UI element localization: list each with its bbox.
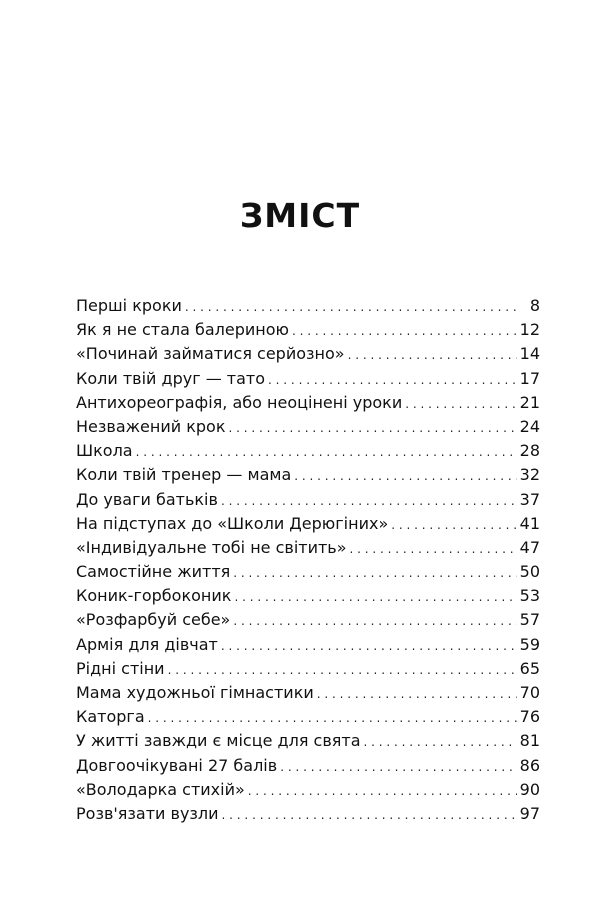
toc-entry-title: Розв'язати вузли [76, 803, 219, 823]
toc-leader-dots [317, 682, 517, 705]
toc-entry-page-number: 76 [519, 707, 540, 727]
toc-entry-title: Мама художньої гімнастики [76, 683, 314, 702]
toc-leader-dots [391, 513, 516, 536]
page-title: ЗМІСТ [239, 196, 361, 235]
toc-leader-dots [229, 416, 517, 439]
toc-entry [76, 560, 540, 584]
toc-entry [76, 705, 540, 729]
toc-entry-title: У житті завжди є місце для свята [76, 731, 361, 751]
toc-entry-page-number: 17 [519, 368, 540, 388]
toc-entry-title: «Індивідуальне тобі не світить» [76, 537, 347, 557]
toc-entry-page-number: 47 [519, 537, 540, 557]
toc-leader-dots [233, 609, 516, 632]
toc-entry [76, 318, 540, 342]
toc-entry-page-number: 81 [519, 731, 540, 751]
toc-entry-page-number: 8 [529, 296, 540, 315]
toc-entry-title: Коли твій друг — тато [76, 368, 266, 388]
toc-entry-title: «Розфарбуй себе» [76, 610, 231, 630]
toc-leader-dots [405, 392, 516, 415]
toc-entry [76, 802, 540, 826]
toc-leader-dots [348, 343, 517, 366]
toc-entry [76, 681, 540, 705]
toc-entry [76, 729, 540, 753]
toc-entry-title: Самостійне життя [76, 562, 231, 582]
toc-entry [76, 608, 540, 632]
toc-leader-dots [148, 706, 517, 729]
toc-entry [76, 463, 540, 487]
toc-leader-dots [185, 295, 519, 318]
toc-entry-title: Незважений крок [76, 416, 226, 436]
toc-entry [76, 488, 540, 512]
toc-entry-title: Довгоочікувані 27 балів [76, 755, 278, 775]
toc-entry-page-number: 59 [519, 634, 540, 654]
toc-entry-title: «Володарка стихій» [76, 779, 245, 799]
toc-entry-title: Коник-горбоконик [76, 586, 232, 606]
toc-leader-dots [234, 585, 516, 608]
toc-entry-page-number: 53 [519, 586, 540, 606]
toc-leader-dots [294, 464, 516, 487]
toc-entry-page-number: 41 [519, 513, 540, 533]
toc-entry-page-number: 97 [519, 803, 540, 823]
toc-entry-page-number: 50 [519, 562, 540, 582]
toc-entry [76, 294, 540, 318]
toc-entry [76, 415, 540, 439]
toc-entry-title: На підступах до «Школи Дерюгіних» [76, 513, 389, 533]
toc-entry-page-number: 65 [519, 658, 540, 678]
toc-entry-title: Як я не стала балериною [76, 320, 290, 340]
toc-leader-dots [350, 537, 517, 560]
toc-leader-dots [136, 440, 517, 463]
toc-entry-title: Рідні стіни [76, 658, 165, 678]
toc-entry-title: Школа [76, 441, 133, 461]
toc-entry-page-number: 90 [519, 779, 540, 799]
toc-leader-dots [221, 489, 517, 512]
toc-leader-dots [222, 803, 517, 826]
toc-entry-page-number: 37 [519, 489, 540, 509]
toc-entry-page-number: 86 [519, 755, 540, 775]
toc-leader-dots [292, 319, 517, 342]
toc-entry [76, 657, 540, 681]
toc-entry-title: Перші кроки [76, 296, 182, 315]
toc-entry-title: Армія для дівчат [76, 634, 218, 654]
toc-entry [76, 633, 540, 657]
toc-entry-title: Коли твій тренер — мама [76, 465, 292, 485]
toc-leader-dots [221, 634, 517, 657]
toc-entry [76, 778, 540, 802]
table-of-contents [76, 294, 540, 826]
toc-entry-title: «Починай займатися серйозно» [76, 344, 345, 364]
toc-entry [76, 584, 540, 608]
toc-entry-page-number: 32 [519, 465, 540, 485]
toc-entry-page-number: 12 [519, 320, 540, 340]
toc-entry [76, 536, 540, 560]
toc-entry [76, 439, 540, 463]
toc-entry-page-number: 14 [519, 344, 540, 364]
toc-entry-page-number: 28 [519, 441, 540, 461]
toc-entry [76, 512, 540, 536]
toc-leader-dots [233, 561, 516, 584]
toc-entry [76, 367, 540, 391]
toc-entry-page-number: 21 [519, 392, 540, 412]
toc-entry-title: Антихореографія, або неоцінені уроки [76, 392, 403, 412]
toc-leader-dots [364, 730, 517, 753]
toc-leader-dots [280, 755, 516, 778]
toc-entry-page-number: 70 [519, 683, 540, 702]
toc-entry-page-number: 57 [519, 610, 540, 630]
toc-leader-dots [248, 779, 517, 802]
toc-entry-title: Каторга [76, 707, 145, 727]
toc-leader-dots [168, 658, 517, 681]
toc-leader-dots [268, 368, 517, 391]
toc-entry [76, 391, 540, 415]
toc-entry [76, 342, 540, 366]
toc-entry-page-number: 24 [519, 416, 540, 436]
toc-entry-title: До уваги батьків [76, 489, 218, 509]
toc-entry [76, 754, 540, 778]
